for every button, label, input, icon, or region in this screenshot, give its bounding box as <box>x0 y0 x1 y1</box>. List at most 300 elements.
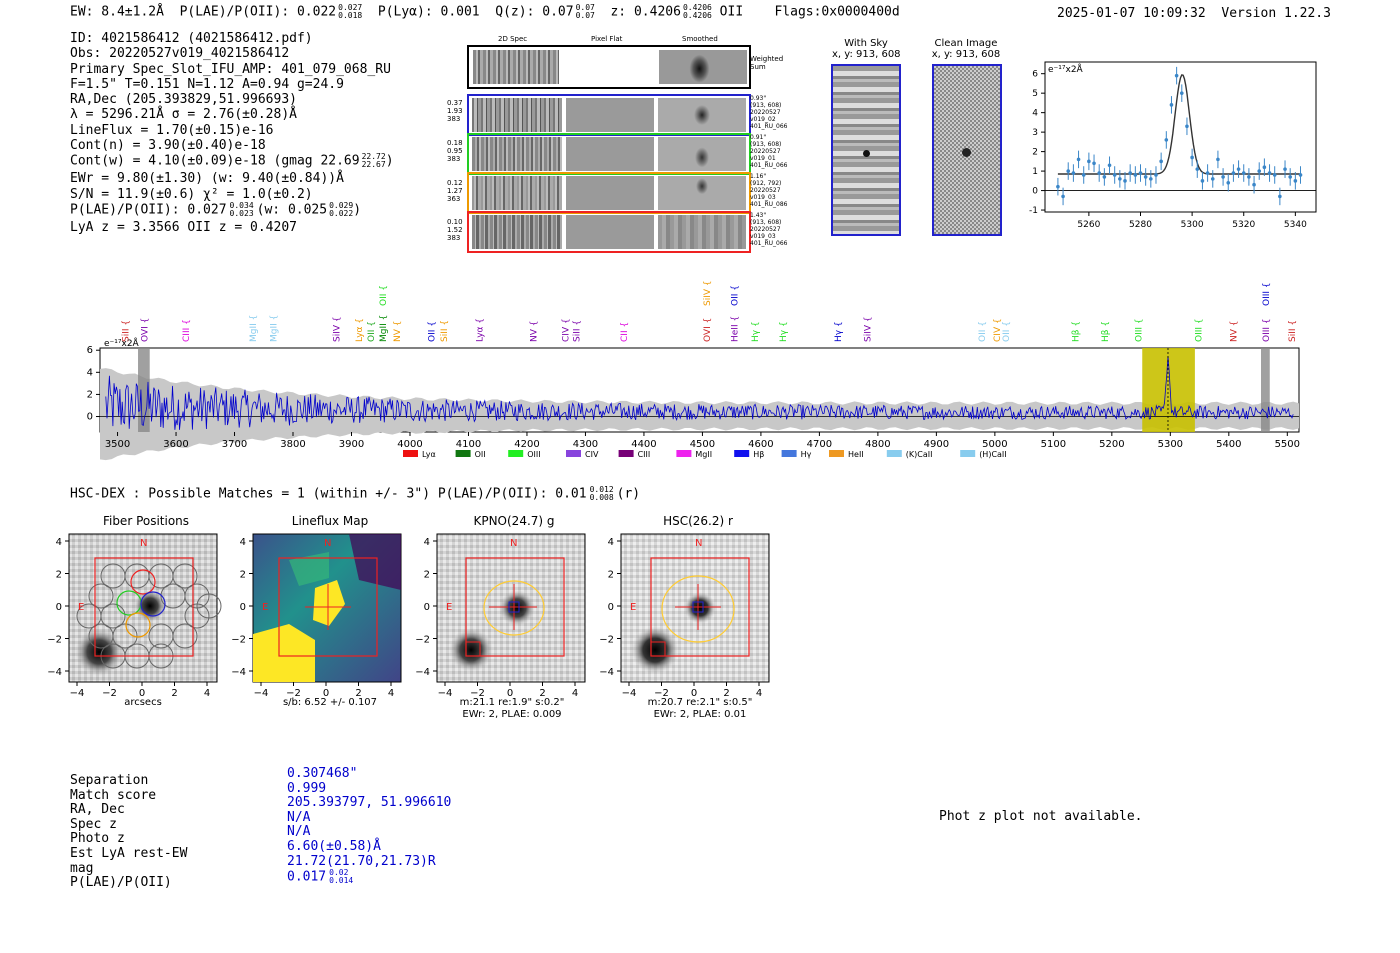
x-tick-label: 4600 <box>748 439 774 450</box>
data-point <box>1221 175 1225 179</box>
match-plae-sub: 0.014 <box>329 876 354 886</box>
x-tick-label: 4700 <box>806 439 833 450</box>
x-tick-label: 5100 <box>1040 439 1067 450</box>
x-tick-label: 0 <box>138 688 146 699</box>
y-tick-label: −4 <box>231 667 246 678</box>
data-point <box>1149 177 1153 181</box>
row-label: 1.93 <box>447 107 463 115</box>
x-tick-label: −2 <box>102 688 117 699</box>
cutout-pixelflat <box>566 215 654 249</box>
y-tick-label: −2 <box>599 634 614 646</box>
legend-swatch <box>960 450 975 457</box>
data-point <box>1247 175 1251 179</box>
data-point <box>1206 171 1210 175</box>
data-point <box>1139 171 1143 175</box>
row3-left-labels <box>447 179 463 203</box>
x-tick-label: 5300 <box>1157 439 1184 450</box>
col-label-2dspec: 2D Spec <box>498 35 528 43</box>
data-point <box>1211 177 1215 181</box>
cutout-smoothed <box>658 176 746 210</box>
x-tick-label: 5400 <box>1216 439 1242 450</box>
x-tick-label: 2 <box>723 688 730 699</box>
x-tick-label: −4 <box>69 688 85 699</box>
legend-label: Hγ <box>800 450 812 459</box>
data-point <box>1195 167 1199 171</box>
data-point <box>1108 163 1112 167</box>
photz-message: Phot z plot not available. <box>939 809 1143 824</box>
kpno-stats: m:21.1 re:1.9" s:0.2" <box>459 697 565 708</box>
kpno-panel <box>413 530 603 699</box>
data-point <box>1066 169 1070 173</box>
data-point <box>1072 171 1076 175</box>
match-label: Est LyA rest-EW <box>70 845 188 861</box>
data-point <box>1273 173 1277 177</box>
y-tick-label: 2 <box>1032 147 1038 158</box>
header-z-sup: 0.4206 <box>682 3 712 12</box>
legend-label: OIII <box>527 450 541 459</box>
x-tick-label: −4 <box>621 688 637 699</box>
x-tick-label: 5260 <box>1077 220 1101 230</box>
match-plae-sup: 0.02 <box>329 868 349 878</box>
info-primary: Primary Spec_Slot_IFU_AMP: 401_079_068_RU <box>70 61 391 77</box>
header-z-sub: 0.4206 <box>682 11 712 20</box>
header-flags: Flags:0x0000400d <box>774 4 900 20</box>
data-point <box>1232 171 1236 175</box>
compass-n: N <box>140 538 148 549</box>
cutout-row-2 <box>467 133 751 175</box>
row-label: 383 <box>447 115 461 123</box>
header-right <box>1057 6 1331 21</box>
line-label: OIII { <box>1262 318 1273 342</box>
data-point <box>1190 156 1194 160</box>
data-point <box>1201 179 1205 183</box>
header-plya: P(Lyα): 0.001 <box>377 4 480 20</box>
x-tick-label: 3600 <box>163 439 189 450</box>
x-tick-label: 4 <box>571 688 579 699</box>
line-label: OIII { <box>1134 318 1145 342</box>
data-point <box>1082 173 1086 177</box>
match-label: Photo z <box>70 831 125 847</box>
row2-right-labels <box>750 134 787 169</box>
galaxy-blob <box>449 628 493 672</box>
hsc-tail: (r) <box>616 486 641 502</box>
info-plae: P(LAE)/P(OII): 0.027 <box>70 202 227 218</box>
panel-below-kpno <box>442 697 582 721</box>
line-label: Hβ { <box>1071 320 1082 342</box>
cutout-row-1 <box>467 94 751 136</box>
legend-label: MgII <box>695 450 713 459</box>
cutout-2dspec <box>472 215 562 249</box>
info-block: ID: 4021586412 (4021586412.pdf) Obs: 20220527v019_4021586412 Primary Spec_Slot_IFU_AMP: 401_079_068_RU F=1.5" T=0.151 N=1.12 A=0.94 g=24.9 RA,Dec (205.393829,51.996693) λ = 5296.21Å σ = 2.76(±0.28)Å LineFlux = 1.70(±0.15)e-16 Cont(n) = 3.90(±0.40)e-18 Cont(w) = 4.10(±0.09)e-18 (gmag 22.69 22.72 22.67) EWr = 9.80(±1.30) (w: 9.40(±0.84))Å S/N = 11.9(±0.6) χ² = 1.0(±0.2) P(LAE)/P(OII): 0.027 0.034 0.023 (w: 0.025 0.029 0.022) LyA z = 3.3566 OII z = 0.4207 <box>70 31 394 235</box>
row-label: 383 <box>447 155 461 163</box>
row-meta: v019_02 <box>750 116 776 123</box>
data-point <box>1299 173 1303 177</box>
match-value: 0.307468" <box>287 766 358 781</box>
x-tick-label: 4000 <box>397 439 423 450</box>
panel-below-fiber: arcsecs <box>124 697 162 708</box>
x-tick-label: 3900 <box>338 439 365 450</box>
clean-xy: x, y: 913, 608 <box>931 49 1001 60</box>
row4-right-labels <box>750 212 787 247</box>
info-contw: Cont(w) = 4.10(±0.09)e-18 (gmag 22.69 <box>70 153 360 169</box>
x-tick-label: 0 <box>506 688 514 699</box>
panel-title-fiber: Fiber Positions <box>102 514 190 528</box>
target-blob <box>499 590 535 626</box>
cutout-row-3 <box>467 172 751 214</box>
y-tick-label: 4 <box>423 537 430 548</box>
line-label: Hβ { <box>1100 320 1111 342</box>
match-value: 0.017 <box>287 869 327 885</box>
row1-left-labels <box>447 99 463 123</box>
info-plae-w: (w: 0.025 <box>256 202 328 218</box>
weighted-sum-frame <box>467 45 751 89</box>
row4-left-labels <box>447 218 463 242</box>
y-tick-label: 4 <box>1032 108 1038 119</box>
data-point <box>1175 74 1179 78</box>
x-tick-label: 2 <box>355 688 362 699</box>
x-tick-label: 3500 <box>104 439 131 450</box>
cutout-pixelflat <box>566 137 654 171</box>
hsc-dex-line <box>70 486 640 502</box>
row-meta: 401_RU_066 <box>750 123 788 130</box>
row-label: 0.95 <box>447 147 463 155</box>
x-tick-label: 4900 <box>923 439 950 450</box>
y-tick-label: 1 <box>1032 167 1038 178</box>
info-plae-sub: 0.023 <box>229 208 254 218</box>
line-label: SiIV { <box>863 316 874 342</box>
panel-below-hsc <box>630 697 770 721</box>
clean-image-title <box>930 38 1002 60</box>
clean-image <box>932 64 1002 236</box>
legend-swatch <box>403 450 418 457</box>
header-qz-sub: 0.07 <box>575 11 595 20</box>
row-meta: (913, 608) <box>750 219 782 226</box>
compass-e: E <box>446 602 453 613</box>
panel-title-kpno: KPNO(24.7) g <box>473 514 555 528</box>
with-sky-title-text: With Sky <box>844 38 888 49</box>
legend-label: CIV <box>585 450 599 459</box>
info-lambda: λ = 5296.21Å σ = 2.76(±0.28)Å <box>70 107 297 123</box>
info-sn: S/N = 11.9(±0.6) χ² = 1.0(±0.2) <box>70 186 313 202</box>
data-point <box>1242 171 1246 175</box>
match-value: N/A <box>287 809 311 825</box>
hsc-sub: 0.008 <box>589 493 614 502</box>
y-tick-label: 2 <box>607 569 614 581</box>
row-meta: 0.91" <box>750 134 767 141</box>
x-tick-label: 0 <box>690 688 698 699</box>
x-tick-label: 4800 <box>865 439 891 450</box>
header-bar <box>70 4 900 20</box>
info-id: ID: 4021586412 (4021586412.pdf) <box>70 31 313 46</box>
info-ewr: EWr = 9.80(±1.30) (w: 9.40(±0.84))Å <box>70 171 344 187</box>
panel-below-lineflux: s/b: 6.52 +/- 0.107 <box>282 697 378 708</box>
row-meta: (912, 792) <box>750 180 782 187</box>
legend-swatch <box>508 450 523 457</box>
cutout-smoothed <box>658 98 746 132</box>
x-tick-label: 4300 <box>572 439 599 450</box>
x-tick-label: 5300 <box>1180 220 1204 230</box>
compass-e: E <box>630 602 637 613</box>
data-point <box>1144 175 1148 179</box>
line-label: MgII { <box>269 314 280 342</box>
x-tick-label: 0 <box>322 688 330 699</box>
row-label: 0.18 <box>447 139 463 147</box>
hsc-sup: 0.012 <box>589 485 614 494</box>
y-tick-label: 4 <box>86 367 93 379</box>
match-label: P(LAE)/P(OII) <box>70 875 172 891</box>
row3-right-labels <box>750 173 787 208</box>
y-tick-label: 2 <box>86 389 93 401</box>
data-point <box>1283 167 1287 171</box>
x-tick-label: 4 <box>387 688 395 699</box>
legend-label: OII <box>474 450 486 459</box>
y-tick-label: -1 <box>1029 206 1038 217</box>
header-datetime: 2025-01-07 10:09:32 <box>1057 6 1206 21</box>
fiber-positions-panel <box>45 530 235 699</box>
info-plae-w-sub: 0.022 <box>329 208 354 218</box>
weighted-sum-2dspec <box>473 50 559 84</box>
row-meta: (913, 608) <box>750 102 782 109</box>
cutout-smoothed <box>658 137 746 171</box>
match-value: 0.999 <box>287 780 327 796</box>
info-fit: F=1.5" T=0.151 N=1.12 A=0.94 g=24.9 <box>70 76 344 92</box>
line-label: SiII { <box>572 319 583 342</box>
info-lineflux: LineFlux = 1.70(±0.15)e-16 <box>70 122 274 138</box>
legend-label: (H)CaII <box>979 450 1007 459</box>
legend-swatch <box>566 450 581 457</box>
match-values <box>287 767 451 885</box>
x-tick-label: 4400 <box>631 439 657 450</box>
data-point <box>1252 183 1256 187</box>
y-tick-label: 2 <box>239 569 246 581</box>
line-label: OII { <box>366 321 377 342</box>
x-tick-label: −2 <box>470 688 485 699</box>
x-tick-label: 5280 <box>1129 220 1152 230</box>
y-tick-label: −2 <box>415 634 430 646</box>
data-point <box>1268 171 1272 175</box>
line-label: SiII { <box>439 319 450 342</box>
row-label: 363 <box>447 195 461 203</box>
cutout-pixelflat <box>566 176 654 210</box>
legend-label: HeII <box>848 450 864 459</box>
info-plae-sup: 0.034 <box>229 200 254 210</box>
line-label: SiIV { <box>703 280 714 306</box>
line-label: SiII { <box>121 319 132 342</box>
header-plae-sup: 0.027 <box>338 3 363 12</box>
line-label: MgII { <box>249 314 260 342</box>
row-meta: 20220527 <box>750 187 781 194</box>
data-point <box>1237 167 1241 171</box>
x-tick-label: 2 <box>539 688 546 699</box>
data-point <box>1061 195 1065 199</box>
x-tick-label: 5320 <box>1232 220 1256 230</box>
data-point <box>1056 185 1060 189</box>
data-point <box>1170 103 1174 107</box>
row-label: 383 <box>447 234 461 242</box>
row-label: 1.27 <box>447 187 463 195</box>
data-point <box>1087 160 1091 164</box>
data-point <box>1103 175 1107 179</box>
line-label: CIV { <box>561 318 572 342</box>
with-sky-title <box>832 38 900 60</box>
with-sky-image <box>831 64 901 236</box>
legend-swatch <box>887 450 902 457</box>
with-sky-xy: x, y: 913, 608 <box>832 49 901 60</box>
info-contw-sub: 22.67 <box>361 160 386 170</box>
y-tick-label: 3 <box>1032 128 1038 139</box>
y-tick-label: 0 <box>423 602 430 613</box>
y-tick-label: 6 <box>1032 69 1038 80</box>
match-value: 205.393797, 51.996610 <box>287 795 452 811</box>
line-label: Hγ { <box>751 321 762 342</box>
header-z: z: 0.4206 <box>610 4 681 20</box>
line-label: OII { <box>427 321 438 342</box>
y-tick-label: 0 <box>55 602 62 613</box>
y-tick-label: 4 <box>607 537 614 548</box>
data-point <box>1226 181 1230 185</box>
x-tick-label: 4 <box>755 688 763 699</box>
line-label: CIII { <box>181 319 192 342</box>
line-label: NV { <box>393 320 404 342</box>
weighted-sum-label: Weighted Sum <box>750 55 784 71</box>
row-label: 0.10 <box>447 218 463 226</box>
match-labels <box>70 774 187 891</box>
match-value: 21.72(21.70,21.73)R <box>287 853 436 869</box>
row-meta: 20220527 <box>750 109 781 116</box>
y-tick-label: 0 <box>607 602 614 613</box>
y-tick-label: 4 <box>55 537 62 548</box>
compass-e: E <box>262 602 269 613</box>
row-label: 1.52 <box>447 226 463 234</box>
compass-n: N <box>695 538 703 549</box>
y-tick-label: 0 <box>86 411 93 423</box>
legend-swatch <box>734 450 749 457</box>
x-tick-label: 4500 <box>689 439 716 450</box>
row-meta: (913, 608) <box>750 141 782 148</box>
info-contn: Cont(n) = 3.90(±0.40)e-18 <box>70 138 266 154</box>
row-meta: 1.16" <box>750 173 767 180</box>
x-tick-label: 5340 <box>1283 220 1307 230</box>
data-point <box>1092 161 1096 165</box>
x-tick-label: −2 <box>654 688 669 699</box>
kpno-plae: EWr: 2, PLAE: 0.009 <box>462 709 562 720</box>
cutout-row-4 <box>467 211 751 253</box>
x-tick-label: −2 <box>286 688 301 699</box>
col-label-pixelflat: Pixel Flat <box>591 35 623 43</box>
row1-right-labels <box>750 95 787 130</box>
line-label: Lyα { <box>475 317 486 342</box>
line-label: HeII { <box>730 315 741 342</box>
zoom-ylabel: e⁻¹⁷x2Å <box>1048 65 1083 75</box>
info-contw-sup: 22.72 <box>361 152 386 162</box>
data-point <box>1165 138 1169 142</box>
x-tick-label: −4 <box>437 688 453 699</box>
y-tick-label: 4 <box>239 537 246 548</box>
line-label: OII { <box>379 285 390 306</box>
header-ew: EW: 8.4±1.2Å <box>70 4 164 20</box>
info-obs: Obs: 20220527v019_4021586412 <box>70 46 290 62</box>
cutout-2dspec <box>472 176 562 210</box>
zoom-plot-frame <box>1045 62 1316 212</box>
data-point <box>1097 171 1101 175</box>
hsc-panel <box>597 530 787 699</box>
match-label: Separation <box>70 773 149 788</box>
hsc-stats: m:20.7 re:2.1" s:0.5" <box>647 697 753 708</box>
cutout-pixelflat <box>566 98 654 132</box>
legend-label: Lyα <box>422 450 436 459</box>
legend-swatch <box>782 450 797 457</box>
panel-title-hsc: HSC(26.2) r <box>663 514 733 528</box>
panel-title-lineflux: Lineflux Map <box>291 514 369 528</box>
legend-swatch <box>619 450 634 457</box>
data-point <box>1263 165 1267 169</box>
line-label: OII { <box>977 321 988 342</box>
data-point <box>1180 91 1184 95</box>
line-label: NV { <box>1229 320 1240 342</box>
info-plae-w-sup: 0.029 <box>329 200 354 210</box>
data-point <box>1288 175 1292 179</box>
row-meta: 401_RU_066 <box>750 240 788 247</box>
match-label: RA, Dec <box>70 802 125 818</box>
data-point <box>1257 169 1261 173</box>
legend-swatch <box>676 450 691 457</box>
x-tick-label: 5500 <box>1274 439 1301 450</box>
row-meta: 401_RU_066 <box>750 162 788 169</box>
legend-label: Hβ <box>753 450 765 459</box>
data-point <box>1294 179 1298 183</box>
header-qz-sup: 0.07 <box>575 3 595 12</box>
y-tick-label: 2 <box>423 569 430 581</box>
clean-source <box>962 148 971 157</box>
compass-n: N <box>510 538 518 549</box>
hsc-plae: EWr: 2, PLAE: 0.01 <box>653 709 747 720</box>
compass-n: N <box>324 538 332 549</box>
data-point <box>1154 173 1158 177</box>
data-point <box>1159 160 1163 164</box>
y-tick-label: −4 <box>47 667 62 678</box>
galaxy-blob <box>631 626 679 674</box>
data-point <box>1113 173 1117 177</box>
x-tick-label: 4100 <box>455 439 482 450</box>
x-tick-label: 4 <box>203 688 211 699</box>
x-tick-label: 5000 <box>982 439 1008 450</box>
cutout-2dspec <box>472 137 562 171</box>
header-z-line: OII <box>719 4 744 20</box>
weighted-sum-smoothed <box>659 50 747 84</box>
data-point <box>1134 173 1138 177</box>
data-point <box>1185 124 1189 128</box>
row2-left-labels <box>447 139 463 163</box>
cutout-smoothed <box>658 215 746 249</box>
masked-region <box>1261 348 1270 432</box>
zoom-line-chart <box>1020 56 1340 232</box>
match-label: Spec z <box>70 816 117 832</box>
legend-swatch <box>829 450 844 457</box>
hsc-title: HSC-DEX : Possible Matches = 1 (within +/- 3") P(LAE)/P(OII): 0.01 <box>70 486 587 502</box>
legend-label: (K)CaII <box>905 450 933 459</box>
clean-title-text: Clean Image <box>934 38 998 49</box>
y-tick-label: −2 <box>47 634 62 646</box>
col-label-smoothed: Smoothed <box>682 35 718 43</box>
row-meta: v019_01 <box>750 155 776 162</box>
with-sky-source <box>863 150 870 157</box>
x-tick-label: 4200 <box>514 439 540 450</box>
y-tick-label: 0 <box>239 602 246 613</box>
line-label: OII { <box>1001 321 1012 342</box>
line-label: NV { <box>529 320 540 342</box>
row-meta: 401_RU_086 <box>750 201 788 208</box>
x-tick-label: −4 <box>253 688 269 699</box>
